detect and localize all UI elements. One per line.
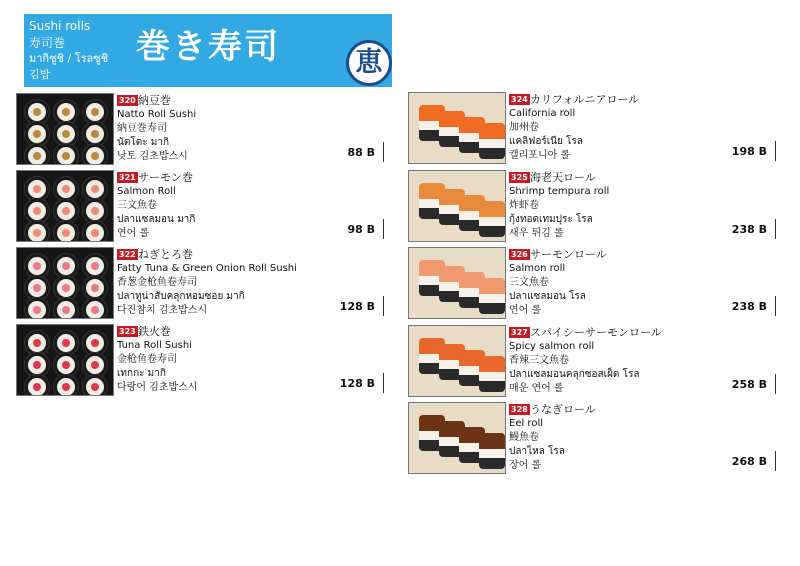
price-value: 128 <box>339 300 363 313</box>
item-price <box>707 223 767 236</box>
item-name-korean: 다랑어 김초밥스시 <box>117 382 198 393</box>
item-name-chinese: 三文魚卷 <box>509 277 549 288</box>
item-name-chinese: 鰻魚卷 <box>509 432 539 443</box>
subtitle-thai: มากิซูชิ / โรลซูชิ <box>29 52 109 65</box>
price-currency: B <box>758 300 767 313</box>
item-name-japanese: 鉄火巻 <box>138 325 171 338</box>
item-price <box>315 377 375 390</box>
item-name-english: Salmon Roll <box>117 186 176 197</box>
item-name-thai: ปลาทูน่าสับคลุกหอมซอย มากิ <box>117 291 245 302</box>
item-name-japanese: ねぎとろ巻 <box>138 248 193 261</box>
price-divider <box>383 142 384 162</box>
dish-photo <box>16 247 114 319</box>
item-name-english: Tuna Roll Sushi <box>117 340 192 351</box>
subtitle-korean: 김밥 <box>29 68 51 81</box>
price-value: 238 <box>731 222 755 236</box>
item-name-chinese: 金枪鱼卷寿司 <box>117 354 177 365</box>
dish-photo <box>408 247 506 319</box>
price-divider <box>383 219 384 239</box>
item-name-chinese: 三文魚卷 <box>117 200 157 211</box>
price-value: 98 <box>347 223 363 236</box>
item-name-chinese: 香辣三文魚卷 <box>509 354 569 366</box>
dish-photo <box>16 93 114 165</box>
item-name-english: Fatty Tuna & Green Onion Roll Sushi <box>117 263 297 274</box>
price-currency: B <box>758 222 767 236</box>
item-name-japanese: うなぎロール <box>530 403 596 416</box>
subtitle-english: Sushi rolls <box>29 19 91 33</box>
item-number-badge: 327 <box>511 327 528 337</box>
item-number-badge: 324 <box>511 95 528 104</box>
price-divider <box>775 296 776 316</box>
price-value: 258 <box>731 377 755 391</box>
item-name-chinese: 炸虾卷 <box>509 199 539 211</box>
dish-photo <box>16 170 114 242</box>
item-name-korean: 연어 롤 <box>509 305 542 316</box>
dish-photo <box>16 324 114 396</box>
item-name-english: Spicy salmon roll <box>509 340 595 352</box>
item-name-thai: นัตโตะ มากิ <box>117 137 170 148</box>
item-name-japanese: スパイシーサーモンロール <box>530 325 662 339</box>
item-number-badge: 322 <box>119 250 136 259</box>
item-name-korean: 캘리포니아 롤 <box>509 150 571 161</box>
item-name-english: California roll <box>509 108 576 119</box>
subtitle-chinese: 寿司巻 <box>29 36 66 50</box>
item-name-thai: ปลาแซลมอน โรล <box>509 291 586 302</box>
item-number-badge: 323 <box>119 327 136 336</box>
item-price <box>315 300 375 313</box>
item-name-thai: แคลิฟอร์เนีย โรล <box>509 136 583 147</box>
item-name-english: Eel roll <box>509 418 543 429</box>
item-name-korean: 다진참치 김초밥스시 <box>117 305 208 316</box>
price-currency: B <box>366 146 375 159</box>
price-divider <box>775 451 776 471</box>
restaurant-logo: 恵 <box>346 40 392 86</box>
menu-header-banner <box>24 14 392 87</box>
price-value: 238 <box>731 300 755 313</box>
price-divider <box>775 141 776 161</box>
menu-title: 巻き寿司 <box>136 27 280 67</box>
item-price <box>707 455 767 468</box>
item-name-japanese: 海老天ロール <box>530 170 596 184</box>
item-name-chinese: 香葱金枪鱼卷寿司 <box>117 277 197 288</box>
dish-photo <box>408 325 506 397</box>
item-price <box>707 378 767 391</box>
item-name-thai: กุ้งทอดเทมปุระ โรล <box>509 213 593 225</box>
item-number-badge: 320 <box>119 96 136 105</box>
item-name-chinese: 加州卷 <box>509 122 539 133</box>
price-divider <box>775 374 776 394</box>
item-number-badge: 328 <box>511 405 528 414</box>
item-name-english: Salmon roll <box>509 263 566 274</box>
item-name-korean: 새우 튀김 롤 <box>509 227 564 239</box>
dish-photo <box>408 402 506 474</box>
price-currency: B <box>366 377 375 390</box>
price-value: 198 <box>731 145 755 158</box>
item-price <box>707 300 767 313</box>
price-divider <box>383 373 384 393</box>
item-name-japanese: カリフォルニアロール <box>530 93 640 106</box>
price-currency: B <box>366 223 375 236</box>
item-name-thai: ปลาแซลมอน มากิ <box>117 214 196 225</box>
item-name-chinese: 納豆巻寿司 <box>117 123 167 134</box>
item-name-japanese: サーモンロール <box>530 248 607 261</box>
price-value: 128 <box>339 377 363 390</box>
item-number-badge: 325 <box>511 172 528 182</box>
price-value: 88 <box>347 146 363 159</box>
item-price <box>315 146 375 159</box>
price-divider <box>383 296 384 316</box>
dish-photo <box>408 170 506 242</box>
item-name-japanese: 納豆巻 <box>138 94 171 107</box>
item-number-badge: 321 <box>119 173 136 182</box>
item-name-korean: 연어 롤 <box>117 228 150 239</box>
item-name-korean: 낫토 김초밥스시 <box>117 151 188 162</box>
item-name-english: Natto Roll Sushi <box>117 109 197 120</box>
price-value: 268 <box>731 455 755 468</box>
dish-photo <box>408 92 506 164</box>
item-number-badge: 326 <box>511 250 528 259</box>
price-divider <box>775 219 776 239</box>
item-name-english: Shrimp tempura roll <box>509 185 610 197</box>
price-currency: B <box>758 455 767 468</box>
item-price <box>707 145 767 158</box>
item-name-thai: ปลาไหล โรล <box>509 446 565 457</box>
item-name-korean: 매운 연어 롤 <box>509 382 564 394</box>
price-currency: B <box>366 300 375 313</box>
item-price <box>315 223 375 236</box>
item-name-japanese: サーモン巻 <box>138 171 193 184</box>
item-name-thai: เทกกะ มากิ <box>117 368 166 379</box>
item-name-thai: ปลาแซลมอนคลุกซอสเผ็ด โรล <box>509 368 640 380</box>
price-currency: B <box>758 145 767 158</box>
item-name-korean: 장어 롤 <box>509 460 542 471</box>
price-currency: B <box>758 377 767 391</box>
